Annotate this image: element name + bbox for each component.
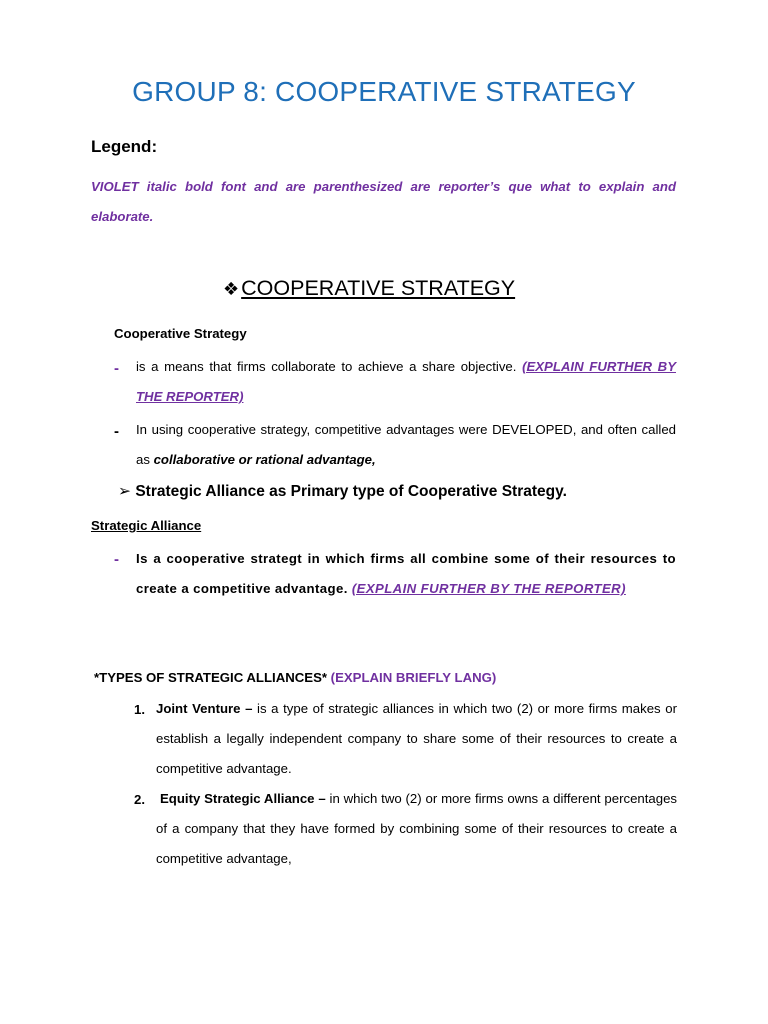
types-heading-text: *TYPES OF STRATEGIC ALLIANCES* bbox=[94, 670, 327, 685]
section-heading-text: COOPERATIVE STRATEGY bbox=[241, 276, 516, 300]
dash-bullet: - bbox=[114, 551, 119, 568]
dash-bullet: - bbox=[114, 360, 119, 377]
bullet-text: Is a cooperative strategt in which firms all combine some of their resources to create a competitive advantage. bbox=[136, 551, 676, 596]
bullet-item bbox=[136, 415, 676, 475]
strategic-alliance-heading: Strategic Alliance bbox=[91, 518, 202, 533]
document-title: GROUP 8: COOPERATIVE STRATEGY bbox=[132, 76, 636, 107]
term: Joint Venture – bbox=[156, 701, 253, 716]
dash-bullet: - bbox=[114, 423, 119, 440]
term: Equity Strategic Alliance – bbox=[160, 791, 326, 806]
reporter-note: (EXPLAIN BRIEFLY LANG) bbox=[330, 670, 497, 685]
legend-heading: Legend: bbox=[91, 137, 158, 156]
arrow-heading-text: Strategic Alliance as Primary type of Cooperative Strategy. bbox=[135, 483, 567, 500]
list-item bbox=[156, 784, 677, 874]
arrow-heading bbox=[118, 482, 567, 501]
list-item bbox=[156, 694, 677, 784]
definition: is a type of strategic alliances in which two (2) or more firms makes or establish a legally independent company to share some of their resources to create a competitive advantage. bbox=[156, 701, 677, 776]
definition: in which two (2) or more firms owns a different percentages of a company that they have formed by combining some of their resources to create a competitive advantage, bbox=[156, 791, 677, 866]
arrow-bullet-icon: ➢ bbox=[118, 483, 131, 500]
reporter-note-link[interactable]: (EXPLAIN FURTHER BY THE REPORTER) bbox=[351, 581, 626, 596]
section-heading bbox=[223, 276, 515, 301]
legend-text: VIOLET italic bold font and are parenthesized are reporter’s que what to explain and elaborate. bbox=[91, 179, 676, 224]
bullet-text: In using cooperative strategy, competitive advantages were DEVELOPED, and often called as bbox=[136, 422, 676, 467]
types-heading bbox=[94, 670, 496, 685]
reporter-note-link[interactable]: (EXPLAIN FURTHER BY THE REPORTER) bbox=[136, 359, 676, 404]
bullet-item bbox=[136, 352, 676, 412]
list-number: 1. bbox=[134, 702, 145, 717]
diamond-bullet-icon: ❖ bbox=[223, 279, 240, 299]
strategic-alliance-definition bbox=[136, 544, 676, 604]
bullet-text: is a means that firms collaborate to achieve a share objective. bbox=[136, 359, 523, 374]
list-number: 2. bbox=[134, 792, 145, 807]
emphasis-text: collaborative or rational advantage, bbox=[153, 452, 376, 467]
cooperative-strategy-subheading: Cooperative Strategy bbox=[114, 326, 247, 341]
